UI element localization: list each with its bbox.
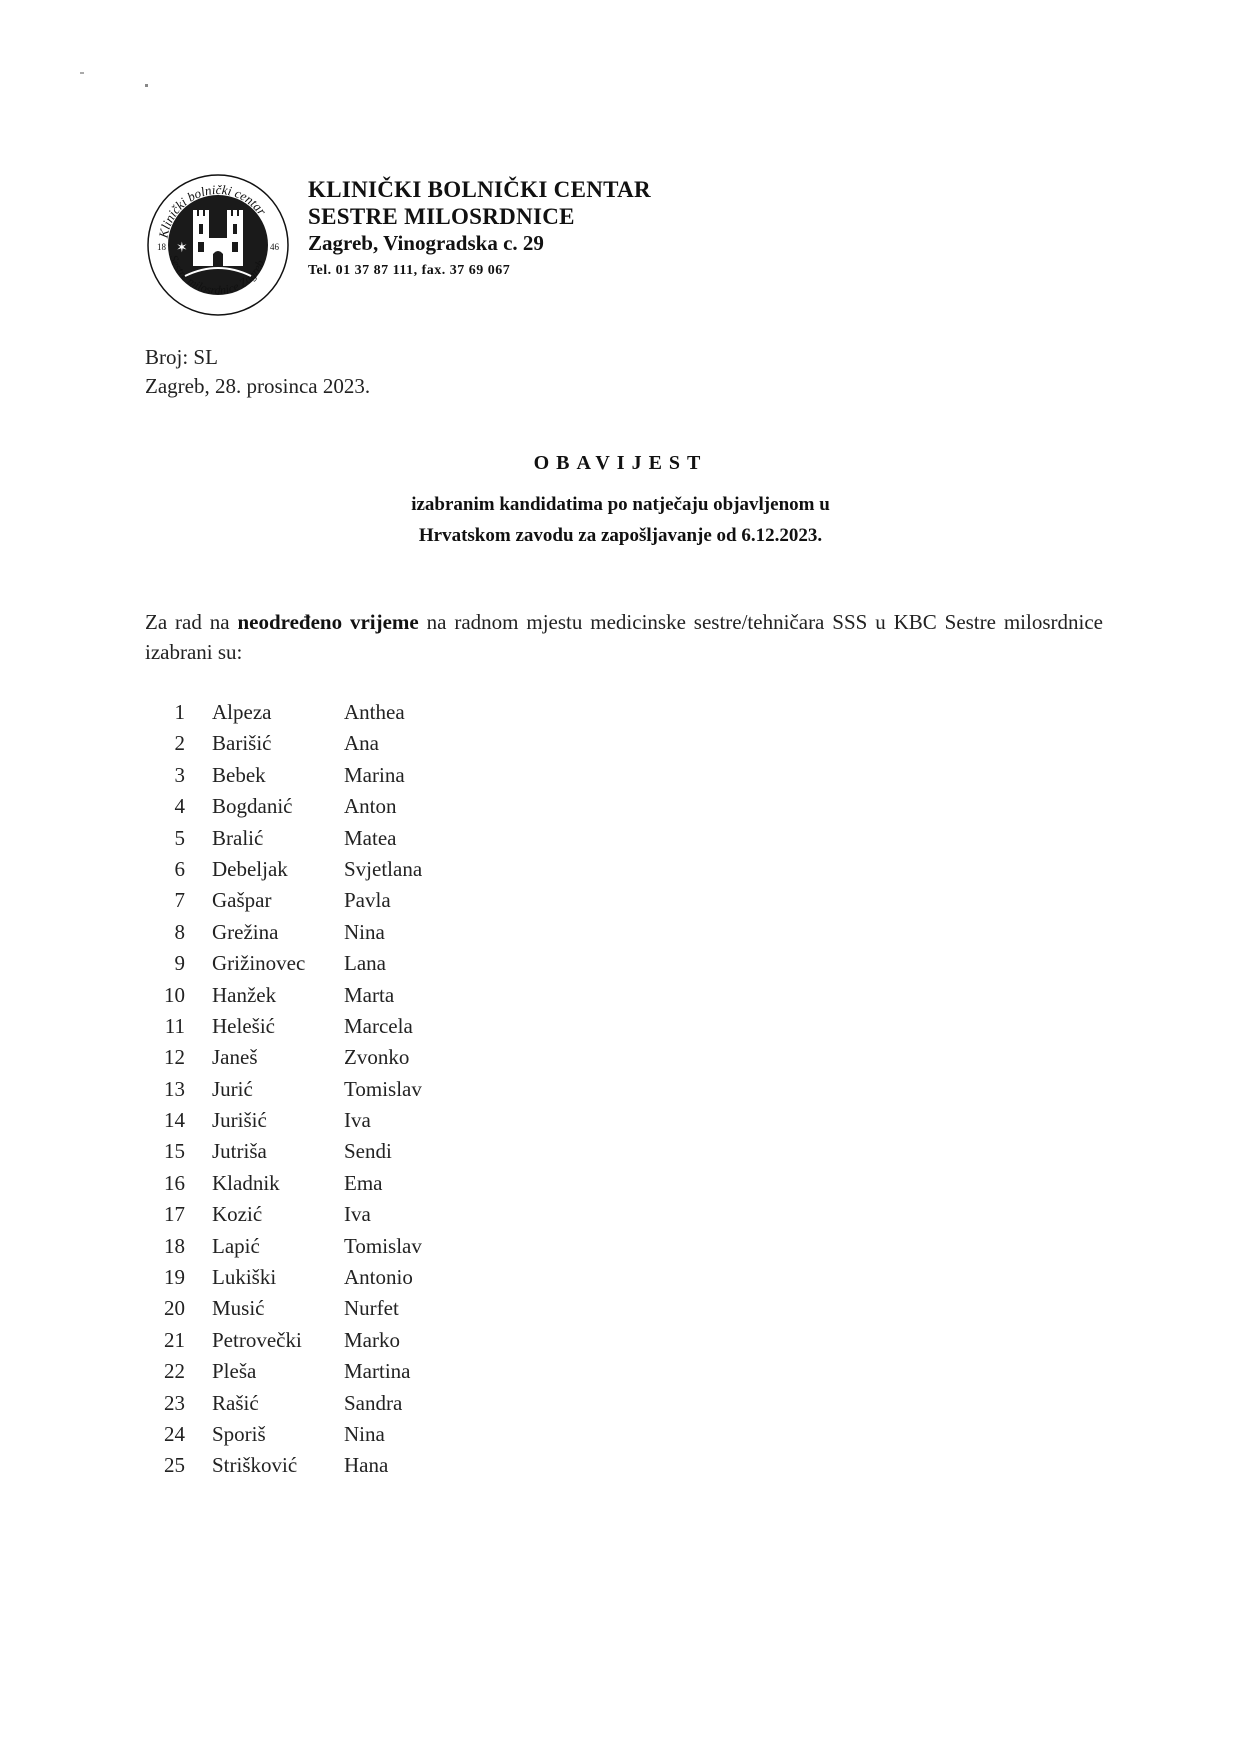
list-item <box>140 1293 464 1324</box>
candidate-first-name: Sendi <box>344 1139 392 1164</box>
notice-title: OBAVIJEST <box>533 452 708 474</box>
list-item <box>140 948 464 979</box>
candidate-number: 10 <box>164 982 185 1007</box>
candidate-surname: Debeljak <box>212 856 288 881</box>
candidate-first-name: Ana <box>344 731 379 756</box>
list-item <box>140 697 464 728</box>
list-item <box>140 1325 464 1356</box>
document-date: Zagreb, 28. prosinca 2023. <box>145 374 371 398</box>
candidate-number: 22 <box>164 1359 185 1384</box>
candidate-surname: Pleša <box>212 1359 257 1384</box>
candidate-surname: Petrovečki <box>212 1327 302 1352</box>
candidate-surname: Jurišić <box>212 1108 267 1133</box>
list-item <box>140 917 464 948</box>
candidate-number: 3 <box>174 762 185 787</box>
list-item <box>140 1168 464 1199</box>
list-item <box>140 1419 464 1450</box>
list-item <box>140 1011 464 1042</box>
list-item <box>140 980 464 1011</box>
document-meta <box>145 343 370 401</box>
candidate-number: 16 <box>164 1170 185 1195</box>
reference-number: Broj: SL <box>145 345 218 369</box>
institution-phone-fax: Tel. 01 37 87 111, fax. 37 69 067 <box>308 263 511 278</box>
star-icon: ✶ <box>176 240 188 256</box>
candidate-surname: Hanžek <box>212 982 277 1007</box>
candidate-surname: Jutriša <box>212 1139 267 1164</box>
list-item <box>140 1450 464 1481</box>
list-item <box>140 791 464 822</box>
candidate-surname: Lukiški <box>212 1265 277 1290</box>
candidate-first-name: Marina <box>344 762 405 787</box>
candidate-number: 24 <box>164 1421 185 1446</box>
seal-year-left: 18 <box>157 242 166 252</box>
candidate-first-name: Antonio <box>344 1265 413 1290</box>
candidate-surname: Bralić <box>212 825 264 850</box>
candidate-number: 4 <box>174 794 185 819</box>
list-item <box>140 760 464 791</box>
candidate-number: 21 <box>164 1327 185 1352</box>
candidate-surname: Kladnik <box>212 1170 280 1195</box>
candidate-first-name: Marcela <box>344 1013 413 1038</box>
candidate-first-name: Anton <box>344 794 397 819</box>
candidate-number: 18 <box>164 1233 185 1258</box>
candidate-first-name: Hana <box>344 1453 389 1478</box>
institution-header <box>308 176 651 284</box>
candidate-first-name: Marko <box>344 1327 400 1352</box>
candidate-first-name: Pavla <box>344 888 391 913</box>
candidate-number: 5 <box>174 825 185 850</box>
candidate-surname: Kozić <box>212 1202 263 1227</box>
list-item <box>140 1356 464 1387</box>
hospital-seal-logo <box>145 172 291 318</box>
candidate-first-name: Tomislav <box>344 1233 422 1258</box>
list-item <box>140 885 464 916</box>
candidate-first-name: Ema <box>344 1170 383 1195</box>
candidate-first-name: Iva <box>344 1108 371 1133</box>
intro-text-bold: neodređeno vrijeme <box>237 610 419 634</box>
candidate-first-name: Tomislav <box>344 1076 422 1101</box>
candidate-first-name: Nurfet <box>344 1296 399 1321</box>
notice-heading <box>0 452 1241 551</box>
candidate-surname: Bogdanić <box>212 794 293 819</box>
list-item <box>140 1231 464 1262</box>
candidate-number: 9 <box>174 951 185 976</box>
candidate-number: 1 <box>174 700 185 724</box>
scan-speck <box>80 72 84 74</box>
candidate-first-name: Lana <box>344 951 386 976</box>
candidate-surname: Sporiš <box>212 1421 266 1446</box>
candidate-surname: Alpeza <box>212 700 272 724</box>
candidate-first-name: Zvonko <box>344 1045 410 1070</box>
candidate-first-name: Marta <box>344 982 395 1007</box>
seal-top-text: Klinički bolnički centar <box>155 181 270 240</box>
list-item <box>140 728 464 759</box>
candidate-number: 23 <box>164 1390 185 1415</box>
candidate-surname: Bebek <box>212 762 266 787</box>
intro-paragraph <box>145 607 1103 667</box>
candidate-number: 11 <box>164 1013 185 1038</box>
candidate-surname: Musić <box>212 1296 265 1321</box>
candidate-first-name: Anthea <box>344 700 405 724</box>
candidate-number: 2 <box>174 731 185 756</box>
candidate-surname: Grižinovec <box>212 951 306 976</box>
candidate-first-name: Nina <box>344 919 385 944</box>
candidate-number: 8 <box>174 919 185 944</box>
candidate-surname: Strišković <box>212 1453 298 1478</box>
intro-text-after: na radnom mjestu medicinske sestre/tehničara SSS u KBC Sestre milosrdnice izabrani su: <box>145 610 1103 664</box>
candidate-surname: Helešić <box>212 1013 275 1038</box>
notice-subtitle-line2: Hrvatskom zavodu za zapošljavanje od 6.12.2023. <box>418 525 823 546</box>
candidate-surname: Janeš <box>212 1045 258 1070</box>
candidate-first-name: Sandra <box>344 1390 403 1415</box>
list-item <box>140 854 464 885</box>
candidate-number: 20 <box>164 1296 185 1321</box>
candidate-list <box>140 697 464 1482</box>
candidate-first-name: Iva <box>344 1202 371 1227</box>
candidate-number: 12 <box>164 1045 185 1070</box>
candidate-number: 17 <box>164 1202 185 1227</box>
intro-text-before: Za rad na <box>145 610 238 634</box>
list-item <box>140 1136 464 1167</box>
institution-name-line2: SESTRE MILOSRDNICE <box>308 204 575 229</box>
candidate-first-name: Svjetlana <box>344 856 423 881</box>
candidate-surname: Rašić <box>212 1390 259 1415</box>
list-item <box>140 1105 464 1136</box>
institution-address: Zagreb, Vinogradska c. 29 <box>308 231 544 255</box>
notice-subtitle-line1: izabranim kandidatima po natječaju objavljenom u <box>411 494 830 515</box>
candidate-number: 25 <box>164 1453 185 1478</box>
candidate-number: 14 <box>164 1108 185 1133</box>
candidate-surname: Grežina <box>212 919 279 944</box>
candidate-surname: Barišić <box>212 731 272 756</box>
candidate-number: 6 <box>174 856 185 881</box>
list-item <box>140 1074 464 1105</box>
candidate-first-name: Martina <box>344 1359 411 1384</box>
candidate-surname: Jurić <box>212 1076 253 1101</box>
candidate-first-name: Nina <box>344 1421 385 1446</box>
institution-name-line1: KLINIČKI BOLNIČKI CENTAR <box>308 177 651 202</box>
scan-speck <box>145 84 148 87</box>
candidate-number: 19 <box>164 1265 185 1290</box>
list-item <box>140 1042 464 1073</box>
seal-year-right: 46 <box>270 242 279 252</box>
candidate-number: 13 <box>164 1076 185 1101</box>
candidate-first-name: Matea <box>344 825 397 850</box>
candidate-surname: Lapić <box>212 1233 260 1258</box>
candidate-surname: Gašpar <box>212 888 272 913</box>
seal-bottom-text: Sestre milosrdnice Zagreb <box>166 253 268 298</box>
candidate-number: 7 <box>174 888 185 913</box>
list-item <box>140 1262 464 1293</box>
candidate-number: 15 <box>164 1139 185 1164</box>
list-item <box>140 1388 464 1419</box>
list-item <box>140 1199 464 1230</box>
list-item <box>140 823 464 854</box>
